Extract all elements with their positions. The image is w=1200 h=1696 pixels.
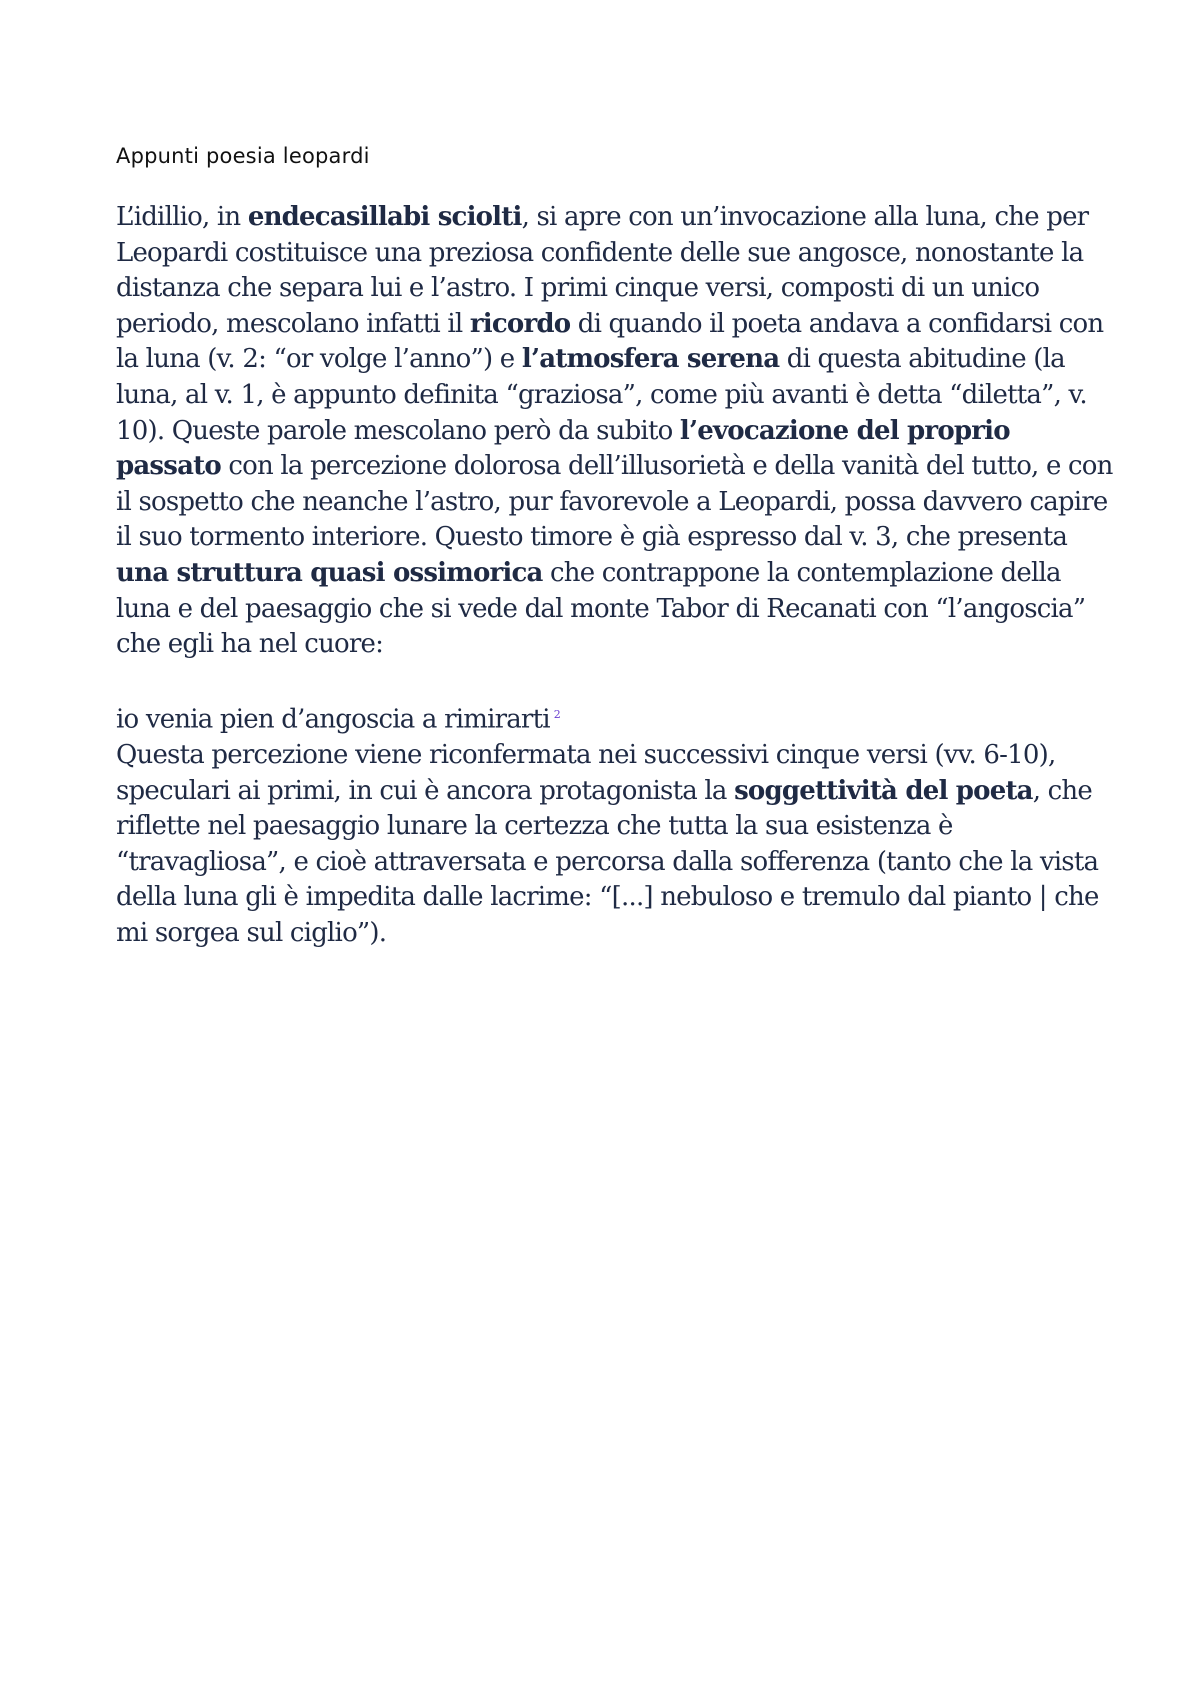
paragraph-second xyxy=(116,738,1116,952)
bold-run: soggettività del poeta xyxy=(734,775,1033,806)
bold-run: ricordo xyxy=(469,308,571,339)
footnote-reference[interactable]: 2 xyxy=(553,707,560,721)
document-body xyxy=(116,200,1116,952)
bold-run: una struttura quasi ossimorica xyxy=(116,557,543,588)
text-run: , che riflette nel paesaggio lunare la certezza che tutta la sua esistenza è “travagliosa”, e cioè attraversata e percorsa dalla sofferenza (tanto che la vista della luna gli è impedita dalle lacrime: “[...] nebuloso e tremulo dal pianto | che mi sorgea sul ciglio”). xyxy=(116,775,1099,948)
text-run: , si apre con un’invocazione alla luna, che per Leopardi costituisce una preziosa confidente delle sue angosce, nonostante la distanza che separa lui e l’astro. I primi cinque versi, composti di un unico periodo, mescolano infatti il xyxy=(116,202,1089,339)
verse-quote xyxy=(116,697,1116,738)
bold-run: l’atmosfera serena xyxy=(521,344,780,375)
document-title: Appunti poesia leopardi xyxy=(116,144,370,168)
verse-text: io venia pien d’angoscia a rimirarti xyxy=(116,704,550,735)
text-run: che contrappone la contemplazione della luna e del paesaggio che si vede dal monte Tabor di Recanati con “l’angoscia” che egli ha nel cuore: xyxy=(116,557,1086,660)
text-run: con la percezione dolorosa dell’illusorietà e della vanità del tutto, e con il sospetto che neanche l’astro, pur favorevole a Leopardi, possa davvero capire il suo tormento interiore. Questo timore è già espresso dal v. 3, che presenta xyxy=(116,451,1113,553)
paragraph-intro xyxy=(116,200,1116,663)
bold-run: endecasillabi sciolti xyxy=(247,202,522,232)
bold-run: l’evocazione del proprio passato xyxy=(116,415,1010,482)
text-run: L’idillio, in xyxy=(116,202,248,232)
text-run: di quando il poeta andava a confidarsi con la luna (v. 2: “or volge l’anno”) e xyxy=(116,308,1104,375)
text-run: Questa percezione viene riconfermata nei successivi cinque versi (vv. 6-10), speculari ai primi, in cui è ancora protagonista la xyxy=(116,739,1056,806)
text-run: di questa abitudine (la luna, al v. 1, è appunto definita “graziosa”, come più avanti è detta “diletta”, v. 10). Queste parole mescolano però da subito xyxy=(116,344,1087,446)
